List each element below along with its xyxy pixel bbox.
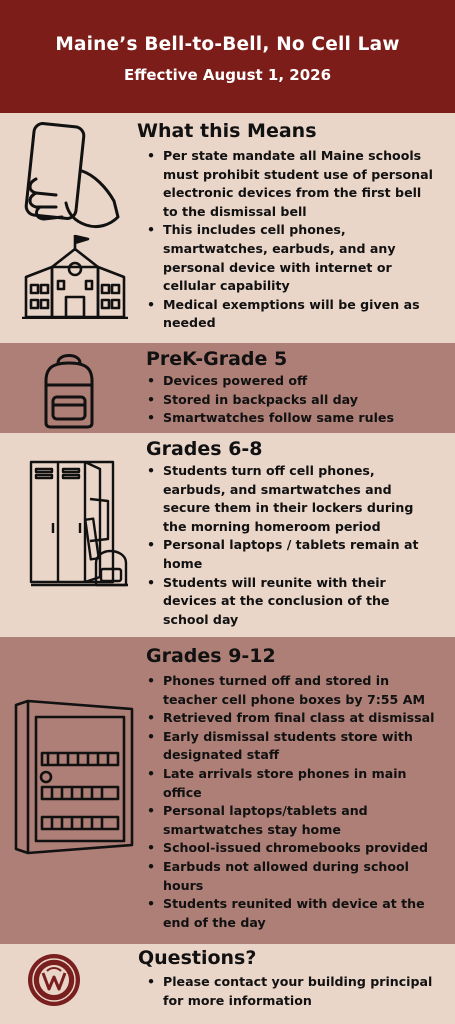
list-item: • This includes cell phones, smartwatches, earbuds, and any personal device with internet or cellular capability xyxy=(146,221,436,295)
school-seal-logo xyxy=(27,953,81,1007)
list-item: • Per state mandate all Maine schools must prohibit student use of personal electronic devices from the first bell to the dismissal bell xyxy=(146,147,436,221)
bullet-list xyxy=(146,372,436,428)
list-item: • Stored in backpacks all day xyxy=(146,391,436,410)
school-building-icon xyxy=(22,233,128,319)
bullet-list xyxy=(146,672,438,932)
list-item: • Retrieved from final class at dismissal xyxy=(146,709,438,728)
backpack-icon xyxy=(40,351,98,429)
bullet-list xyxy=(146,973,440,1010)
list-item: • Personal laptops/tablets and smartwatches stay home xyxy=(146,802,438,839)
section-title: Questions? xyxy=(138,947,257,969)
list-item: • Earbuds not allowed during school hours xyxy=(146,858,438,895)
section-title: What this Means xyxy=(137,120,317,142)
bullet-list xyxy=(146,462,438,629)
section-title: PreK-Grade 5 xyxy=(146,348,288,370)
section-grades-9-12 xyxy=(0,637,455,944)
section-title: Grades 6-8 xyxy=(146,438,263,460)
page-title: Maine’s Bell-to-Bell, No Cell Law xyxy=(55,34,400,55)
list-item: • Smartwatches follow same rules xyxy=(146,409,436,428)
lockers-icon xyxy=(28,459,130,589)
page-header xyxy=(0,0,455,113)
list-item: • Late arrivals store phones in main office xyxy=(146,765,438,802)
page-subtitle: Effective August 1, 2026 xyxy=(123,66,332,84)
section-prek-grade-5 xyxy=(0,343,455,433)
list-item: • Phones turned off and stored in teacher cell phone boxes by 7:55 AM xyxy=(146,672,438,709)
section-title: Grades 9-12 xyxy=(146,645,276,667)
list-item: • Students will reunite with their devices at the conclusion of the school day xyxy=(146,574,438,630)
section-questions xyxy=(0,944,455,1024)
list-item: • Early dismissal students store with designated staff xyxy=(146,728,438,765)
section-what-this-means xyxy=(0,113,455,343)
list-item: • School-issued chromebooks provided xyxy=(146,839,438,858)
list-item: • Personal laptops / tablets remain at home xyxy=(146,536,438,573)
bullet-list xyxy=(146,147,436,333)
phone-hand-icon xyxy=(22,121,122,233)
list-item: • Please contact your building principal for more information xyxy=(146,973,440,1010)
section-grades-6-8 xyxy=(0,433,455,637)
phone-storage-cabinet-icon xyxy=(14,699,134,855)
list-item: • Devices powered off xyxy=(146,372,436,391)
list-item: • Medical exemptions will be given as needed xyxy=(146,296,436,333)
list-item: • Students turn off cell phones, earbuds, and smartwatches and secure them in their lockers during the morning homeroom period xyxy=(146,462,438,536)
list-item: • Students reunited with device at the end of the day xyxy=(146,895,438,932)
